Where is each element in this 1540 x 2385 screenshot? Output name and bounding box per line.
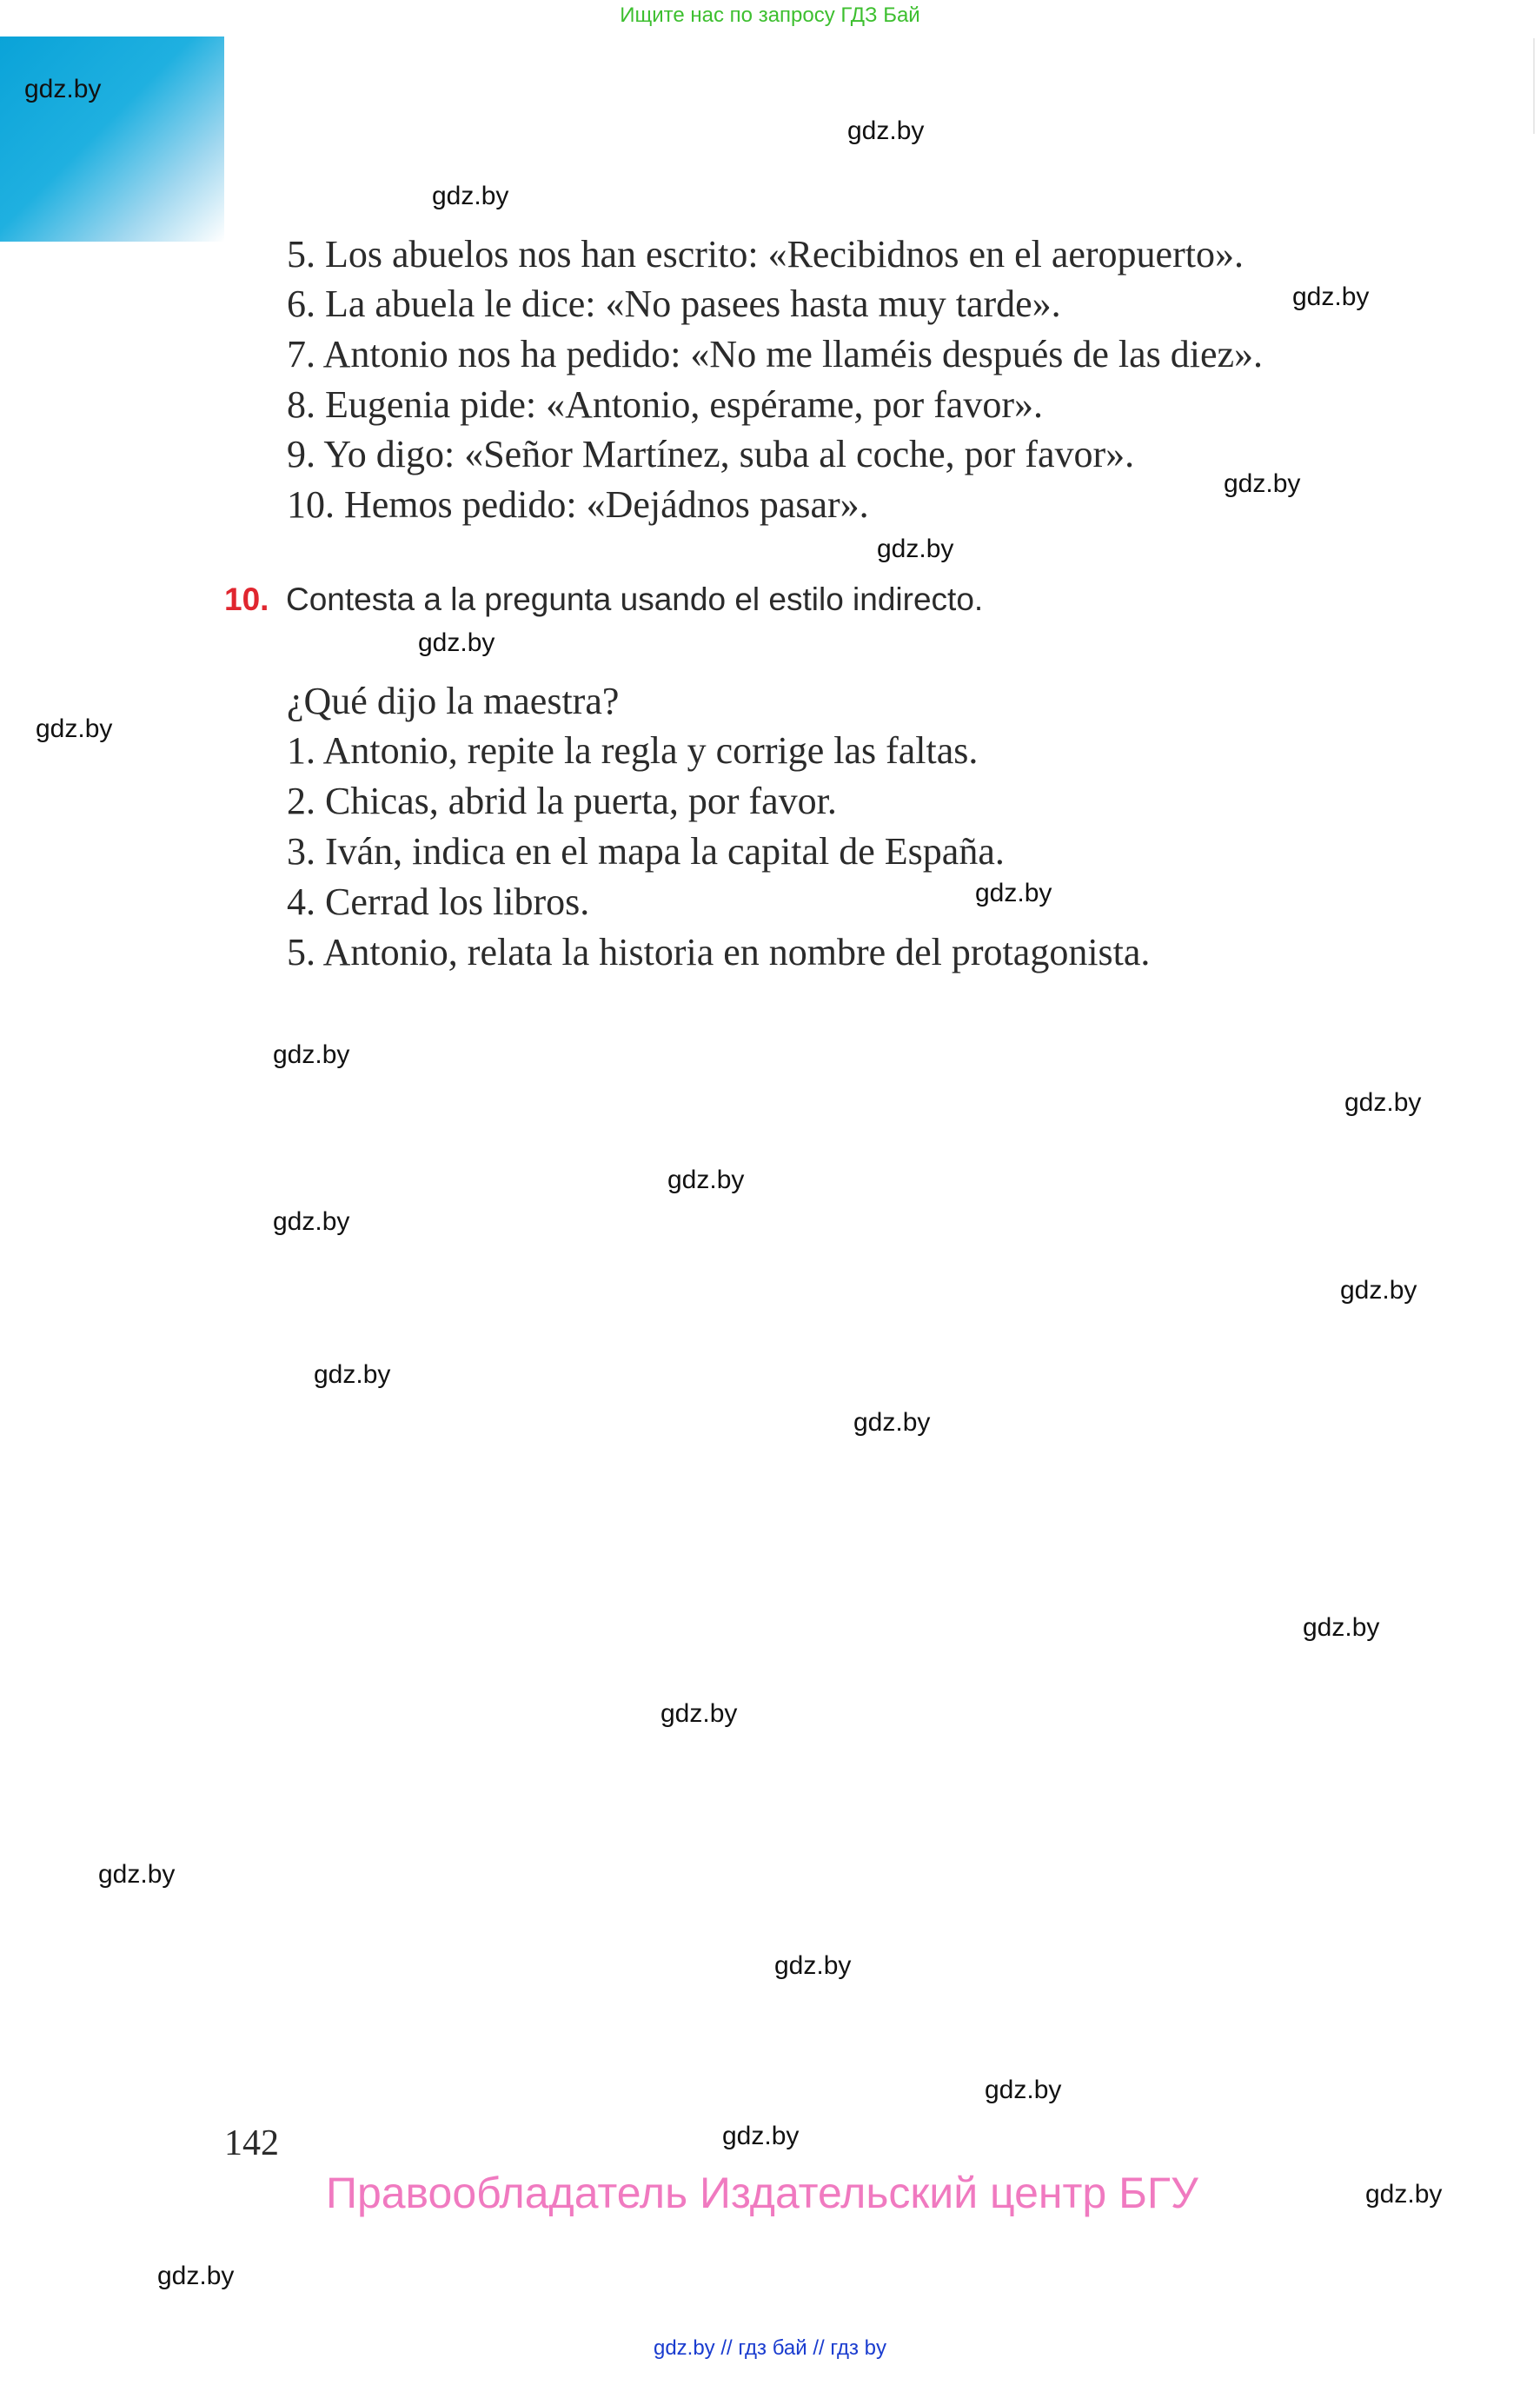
exercise-sentence: 1. Antonio, repite la regla y corrige las faltas.: [287, 729, 979, 772]
watermark: gdz.by: [36, 714, 113, 743]
watermark: gdz.by: [853, 1408, 931, 1437]
watermark: gdz.by: [418, 628, 495, 657]
watermark: gdz.by: [877, 535, 954, 563]
watermark: gdz.by: [1344, 1088, 1422, 1117]
watermark: gdz.by: [273, 1040, 350, 1069]
page-edge-line: [1533, 38, 1535, 134]
watermark: gdz.by: [273, 1207, 350, 1236]
watermark: gdz.by: [774, 1951, 852, 1980]
watermark: gdz.by: [667, 1166, 745, 1194]
watermark: gdz.by: [1224, 469, 1301, 498]
exercise-sentence: 5. Los abuelos nos han escrito: «Recibidnos en el aeropuerto».: [287, 233, 1244, 276]
task-instruction: Contesta a la pregunta usando el estilo indirecto.: [286, 581, 984, 617]
exercise-sentence: 2. Chicas, abrid la puerta, por favor.: [287, 780, 837, 822]
exercise-sentence: 9. Yo digo: «Señor Martínez, suba al coche, por favor».: [287, 433, 1135, 475]
exercise-sentence: 5. Antonio, relata la historia en nombre del protagonista.: [287, 931, 1151, 973]
watermark: gdz.by: [1365, 2180, 1443, 2209]
watermark: gdz.by: [98, 1860, 176, 1889]
exercise-sentence: 7. Antonio nos ha pedido: «No me llaméis después de las diez».: [287, 333, 1264, 375]
exercise-sentence: 10. Hemos pedido: «Dejádnos pasar».: [287, 483, 869, 526]
watermark: gdz.by: [1303, 1613, 1380, 1642]
watermark: gdz.by: [847, 116, 925, 145]
corner-color-block: [0, 37, 224, 242]
watermark: gdz.by: [975, 879, 1052, 907]
footer-links[interactable]: gdz.by // гдз бай // гдз by: [653, 2336, 887, 2360]
exercise-sentence: 8. Eugenia pide: «Antonio, espérame, por favor».: [287, 383, 1043, 426]
watermark: gdz.by: [24, 75, 102, 103]
watermark: gdz.by: [432, 182, 509, 210]
watermark: gdz.by: [660, 1699, 738, 1728]
watermark: gdz.by: [157, 2262, 235, 2290]
task-question: ¿Qué dijo la maestra?: [287, 680, 620, 722]
watermark: gdz.by: [1340, 1276, 1417, 1305]
exercise-sentence: 4. Cerrad los libros.: [287, 880, 590, 923]
top-banner: Ищите нас по запросу ГДЗ Бай: [620, 3, 920, 27]
task-number: 10.: [224, 581, 269, 617]
exercise-sentence: 6. La abuela le dice: «No pasees hasta muy tarde».: [287, 282, 1061, 325]
exercise-sentence: 3. Iván, indica en el mapa la capital de España.: [287, 830, 1005, 873]
page-number: 142: [224, 2123, 279, 2163]
watermark: gdz.by: [314, 1360, 391, 1389]
watermark: gdz.by: [985, 2076, 1062, 2104]
copyright-notice: Правообладатель Издательский центр БГУ: [326, 2169, 1198, 2217]
watermark: gdz.by: [722, 2122, 800, 2150]
watermark: gdz.by: [1292, 282, 1370, 311]
